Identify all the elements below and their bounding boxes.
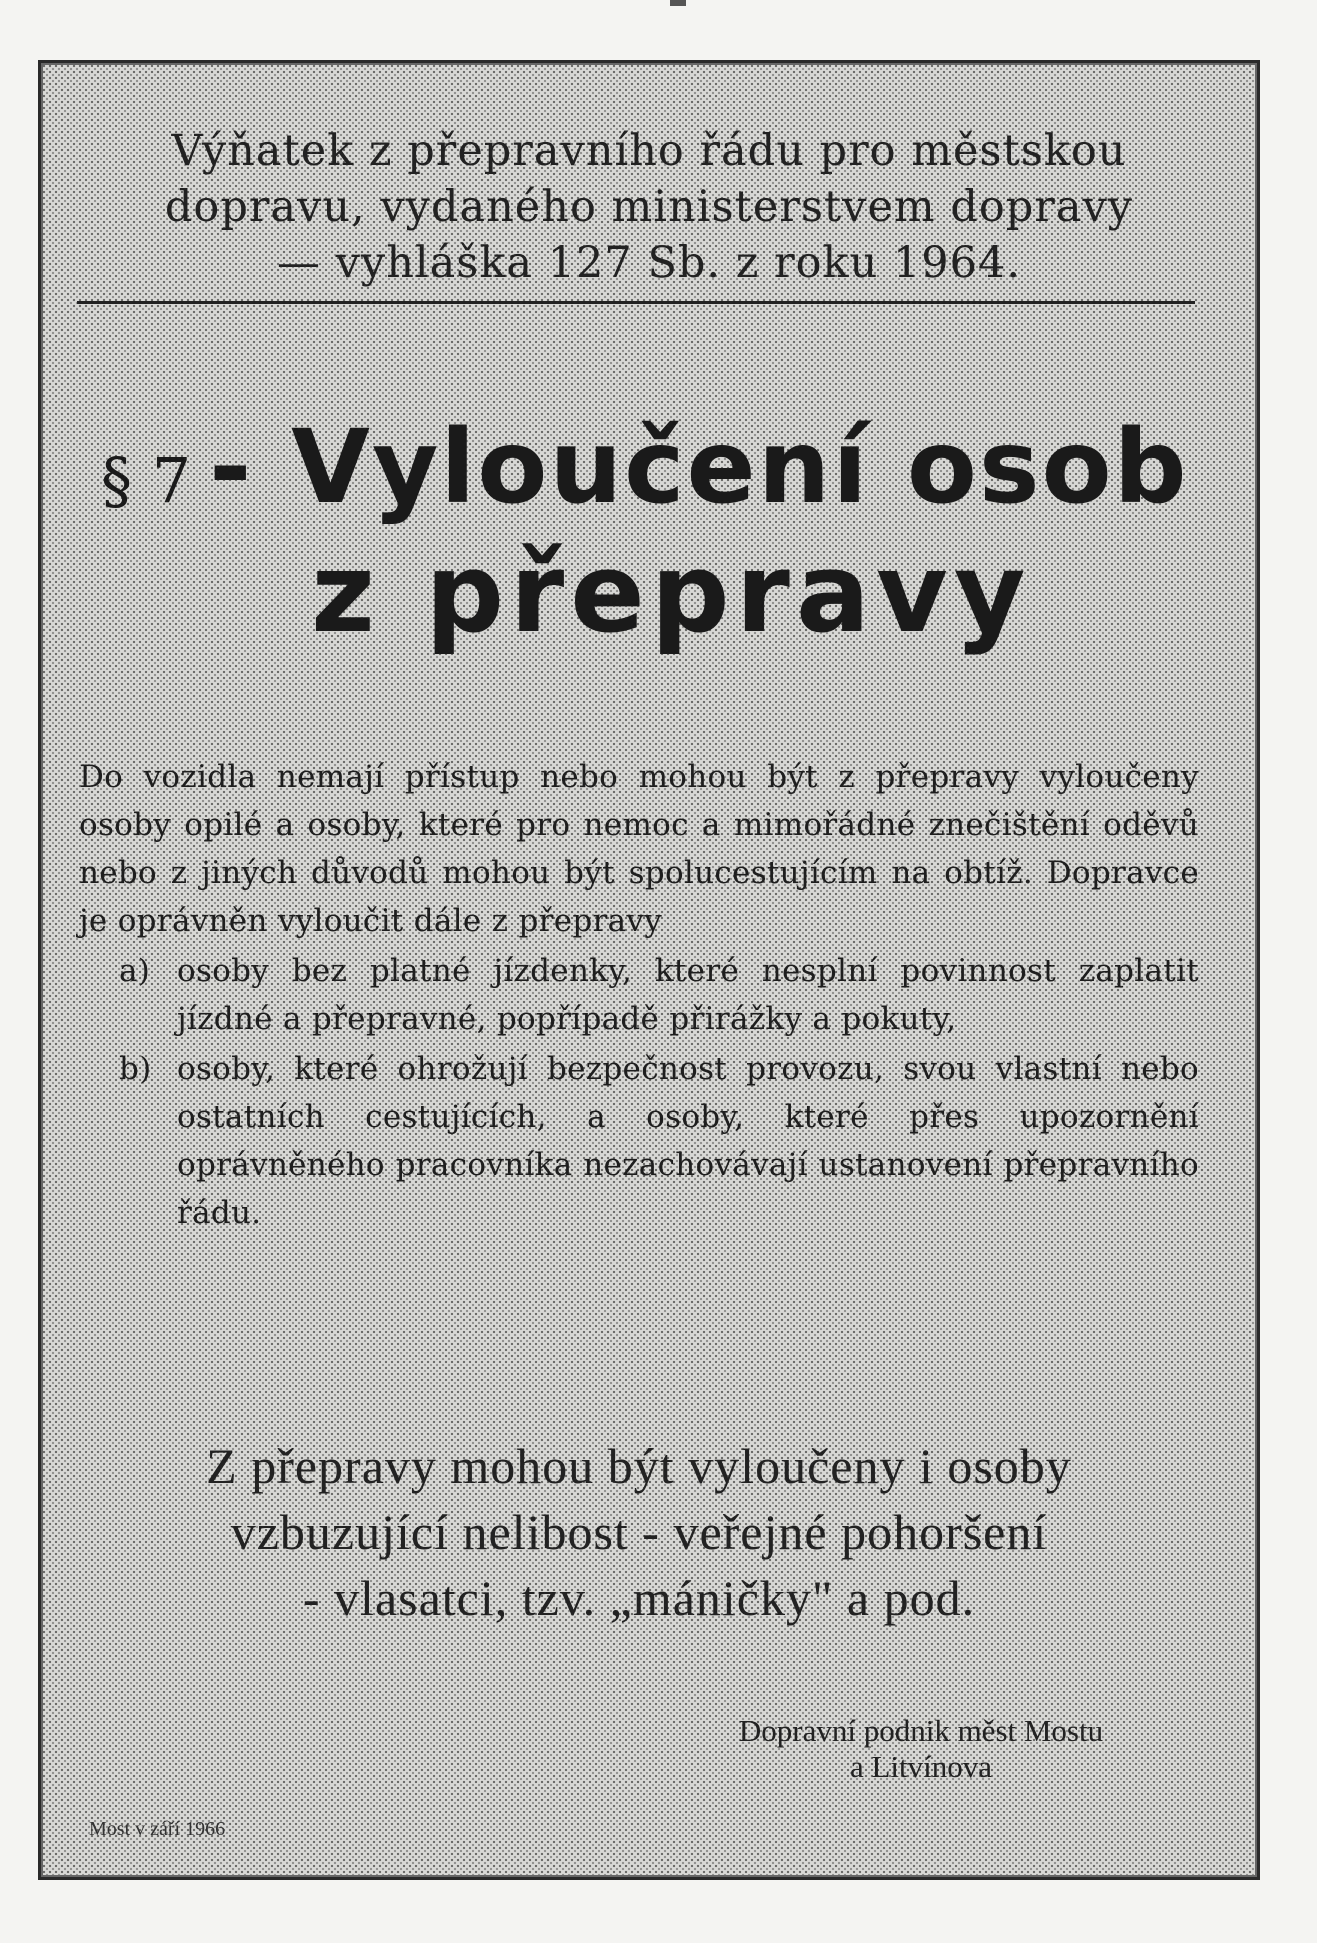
header-divider [77, 301, 1195, 304]
addendum-line-3: - vlasatci, tzv. „máničky" a pod. [302, 1570, 976, 1626]
list-item-label: b) [119, 1051, 152, 1087]
list-item-label: a) [119, 953, 151, 989]
list-item-text: osoby, které ohrožují bezpečnost provozu, svou vlastní nebo ostatních cestujících, a osoby, které přes upozornění oprávněného pracovníka nezachovávají ustanovení přepravního řádu. [177, 1051, 1199, 1231]
header-line-1: Výňatek z přepravního řádu pro městskou [171, 126, 1127, 176]
addendum-line-1: Z přepravy mohou být vyloučeny i osoby [206, 1438, 1072, 1494]
body-intro: Do vozidla nemají přístup nebo mohou být z přepravy vyloučeny osoby opilé a osoby, které pro nemoc a mimořádné znečištění oděvů nebo z jiných důvodů mohou být spolucestujícím na obtíž. Dopravce je oprávněn vyloučit dále z přepravy [79, 759, 1199, 939]
notice-header [101, 123, 1197, 291]
list-item-a [79, 947, 1199, 1043]
header-line-2: dopravu, vydaného ministerstvem dopravy [164, 182, 1134, 232]
header-line-3: — vyhláška 127 Sb. z roku 1964. [276, 238, 1022, 288]
list-item-b [79, 1045, 1199, 1237]
issuer-line-1: Dopravní podnik měst Mostu [738, 1713, 1104, 1748]
issuer-line-2: a Litvínova [849, 1749, 993, 1784]
notice-addendum [79, 1433, 1199, 1631]
notice-body [79, 753, 1199, 1237]
title-heading: - Vyloučení osob [209, 408, 1189, 527]
list-item-text: osoby bez platné jízdenky, které nesplní povinnost zaplatit jízdné a přepravné, popřípadě přirážky a pokuty, [177, 953, 1199, 1037]
section-number: § 7 [101, 444, 192, 517]
title-line-1 [101, 408, 1189, 536]
title-line-2: z přepravy [311, 529, 1032, 657]
place-date: Most v září 1966 [89, 1818, 226, 1840]
addendum-line-2: vzbuzující nelibost - veřejné pohoršení [230, 1504, 1048, 1560]
notice-sheet [38, 60, 1260, 1880]
issuer-signature [641, 1713, 1201, 1785]
scan-mark [670, 0, 686, 6]
